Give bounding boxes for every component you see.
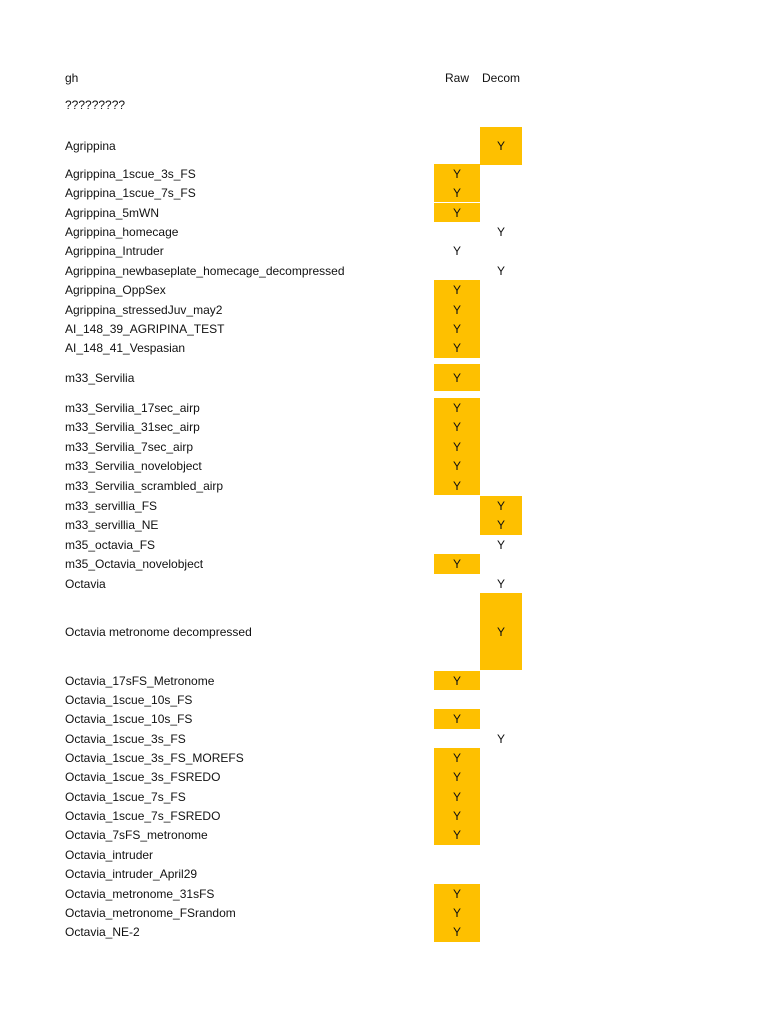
- raw-cell: Y: [434, 280, 480, 300]
- row-name: Octavia_1scue_3s_FS: [65, 731, 186, 746]
- row-name: m33_Servilia_17sec_airp: [65, 400, 200, 415]
- table-row: [0, 319, 768, 338]
- decom-cell: [480, 903, 522, 923]
- table-row: [0, 222, 768, 241]
- decom-cell: [480, 806, 522, 825]
- row-name: Agrippina_OppSex: [65, 283, 166, 297]
- subtitle: ?????????: [65, 98, 126, 112]
- table-row: [0, 825, 768, 845]
- raw-cell: Y: [434, 164, 480, 183]
- row-name: Octavia_intruder: [65, 847, 154, 862]
- table-row: [0, 864, 768, 883]
- table-row: [0, 535, 768, 554]
- table-row: [0, 922, 768, 942]
- decom-cell: [480, 864, 522, 883]
- table-row: [0, 806, 768, 825]
- row-name: m33_Servilia: [65, 370, 135, 385]
- row-name: Octavia_metronome_FSrandom: [65, 906, 236, 920]
- header-title: gh: [65, 71, 79, 85]
- row-name: Agrippina_5mWN: [65, 205, 160, 220]
- decom-cell: [480, 476, 522, 495]
- row-name: Octavia_metronome_31sFS: [65, 886, 215, 901]
- raw-cell: Y: [434, 398, 480, 417]
- raw-cell: Y: [434, 417, 480, 437]
- decom-cell: [480, 417, 522, 437]
- table-row: [0, 280, 768, 300]
- decom-cell: Y: [496, 224, 505, 239]
- raw-cell: Y: [434, 476, 480, 495]
- table-row: [0, 574, 768, 593]
- decom-cell: Y: [480, 515, 522, 535]
- table-row: [0, 884, 768, 903]
- raw-cell: Y: [434, 748, 480, 767]
- raw-cell: Y: [434, 300, 480, 319]
- decom-cell: [480, 767, 522, 787]
- raw-cell: Y: [434, 364, 480, 391]
- table-row: [0, 709, 768, 729]
- decom-cell: [480, 437, 522, 456]
- decom-cell: [480, 164, 522, 183]
- table-row: [0, 690, 768, 709]
- decom-cell: [480, 554, 522, 574]
- row-name: m35_octavia_FS: [65, 537, 156, 552]
- decom-cell: [480, 884, 522, 903]
- table-row: [0, 903, 768, 923]
- row-name: Agrippina_newbaseplate_homecage_decompressed: [65, 263, 345, 278]
- row-name: m33_servillia_FS: [65, 498, 158, 513]
- row-name: Agrippina_homecage: [65, 224, 179, 239]
- row-name: Octavia_intruder_April29: [65, 866, 198, 881]
- decom-cell: [480, 671, 522, 690]
- row-name: Agrippina_Intruder: [65, 244, 164, 258]
- table-row: [0, 845, 768, 864]
- decom-cell: [480, 845, 522, 864]
- row-name: Octavia_1scue_10s_FS: [65, 712, 193, 726]
- decom-cell: [480, 922, 522, 942]
- raw-cell: Y: [434, 825, 480, 845]
- raw-cell: [434, 845, 480, 864]
- raw-cell: Y: [434, 767, 480, 787]
- table-row: [0, 729, 768, 748]
- row-name: Octavia_1scue_3s_FS_MOREFS: [65, 750, 244, 765]
- row-name: AI_148_39_AGRIPINA_TEST: [65, 321, 225, 336]
- decom-cell: [480, 398, 522, 417]
- table-row: [0, 554, 768, 574]
- decom-cell: [480, 203, 522, 222]
- decom-cell: Y: [480, 496, 522, 515]
- raw-cell: Y: [434, 456, 480, 476]
- table-row: [0, 164, 768, 183]
- decom-cell: [480, 787, 522, 806]
- table-row: [0, 456, 768, 476]
- decom-cell: Y: [480, 127, 522, 165]
- raw-cell: [434, 261, 480, 280]
- table-row: [0, 748, 768, 767]
- raw-cell: Y: [434, 554, 480, 574]
- decom-cell: [480, 319, 522, 338]
- row-name: Octavia_17sFS_Metronome: [65, 673, 215, 688]
- row-name: Octavia_1scue_7s_FSREDO: [65, 808, 221, 823]
- row-name: Agrippina_1scue_3s_FS: [65, 166, 196, 181]
- table-row: [0, 476, 768, 495]
- decom-cell: [480, 456, 522, 476]
- raw-cell: [434, 864, 480, 883]
- table-row: [0, 767, 768, 787]
- raw-cell: Y: [434, 806, 480, 825]
- raw-cell: [434, 515, 480, 535]
- raw-cell: Y: [452, 244, 461, 258]
- row-name: m33_Servilia_7sec_airp: [65, 439, 194, 454]
- decom-cell: [480, 364, 522, 391]
- row-name: Agrippina_1scue_7s_FS: [65, 185, 196, 200]
- table-row: [0, 437, 768, 456]
- table-row: [0, 300, 768, 319]
- raw-cell: [434, 690, 480, 709]
- row-name: m35_Octavia_novelobject: [65, 557, 204, 571]
- decom-cell: Y: [496, 731, 505, 746]
- decom-cell: [480, 825, 522, 845]
- row-name: Octavia_NE-2: [65, 925, 140, 939]
- row-name: m33_Servilia_31sec_airp: [65, 420, 200, 434]
- decom-cell: [480, 241, 522, 261]
- raw-cell: Y: [434, 338, 480, 358]
- raw-cell: Y: [434, 922, 480, 942]
- decom-cell: Y: [496, 263, 505, 278]
- row-name: AI_148_41_Vespasian: [65, 341, 186, 355]
- table-row: [0, 496, 768, 515]
- decom-cell: Y: [480, 593, 522, 670]
- column-header-decom: Decom: [481, 71, 520, 85]
- raw-cell: [434, 222, 480, 241]
- raw-cell: Y: [434, 903, 480, 923]
- raw-cell: Y: [434, 709, 480, 729]
- raw-cell: Y: [434, 437, 480, 456]
- raw-cell: Y: [434, 203, 480, 222]
- table-row: [0, 261, 768, 280]
- raw-cell: [434, 127, 480, 165]
- row-name: m33_Servilia_novelobject: [65, 459, 202, 473]
- table-row: [0, 787, 768, 806]
- column-header-raw: Raw: [444, 71, 469, 85]
- raw-cell: [434, 574, 480, 593]
- table-row: [0, 183, 768, 202]
- decom-cell: [480, 709, 522, 729]
- raw-cell: Y: [434, 671, 480, 690]
- row-name: Octavia_1scue_7s_FS: [65, 789, 186, 804]
- table-row: [0, 417, 768, 437]
- raw-cell: [434, 729, 480, 748]
- row-name: Octavia_1scue_10s_FS: [65, 692, 193, 707]
- decom-cell: [480, 690, 522, 709]
- row-name: Agrippina_stressedJuv_may2: [65, 302, 223, 317]
- table-row: [0, 203, 768, 222]
- row-name: Octavia_1scue_3s_FSREDO: [65, 770, 221, 784]
- decom-cell: [480, 338, 522, 358]
- table-row: [0, 593, 768, 670]
- decom-cell: Y: [496, 576, 505, 591]
- table-row: [0, 398, 768, 417]
- decom-cell: [480, 748, 522, 767]
- table-row: [0, 671, 768, 690]
- row-name: m33_servillia_NE: [65, 518, 159, 532]
- raw-cell: Y: [434, 787, 480, 806]
- decom-cell: Y: [496, 537, 505, 552]
- decom-cell: [480, 183, 522, 202]
- row-name: Octavia_7sFS_metronome: [65, 828, 208, 842]
- raw-cell: [434, 593, 480, 670]
- decom-cell: [480, 280, 522, 300]
- table-row: [0, 241, 768, 261]
- decom-cell: [480, 300, 522, 319]
- raw-cell: Y: [434, 884, 480, 903]
- row-name: Agrippina: [65, 139, 116, 153]
- raw-cell: [434, 535, 480, 554]
- row-name: m33_Servilia_scrambled_airp: [65, 478, 224, 493]
- table-row: [0, 364, 768, 391]
- row-name: Octavia metronome decompressed: [65, 624, 252, 639]
- table-row: [0, 338, 768, 358]
- table-row: [0, 127, 768, 165]
- row-name: Octavia: [65, 576, 106, 591]
- table-row: [0, 515, 768, 535]
- raw-cell: Y: [434, 183, 480, 202]
- raw-cell: [434, 496, 480, 515]
- raw-cell: Y: [434, 319, 480, 338]
